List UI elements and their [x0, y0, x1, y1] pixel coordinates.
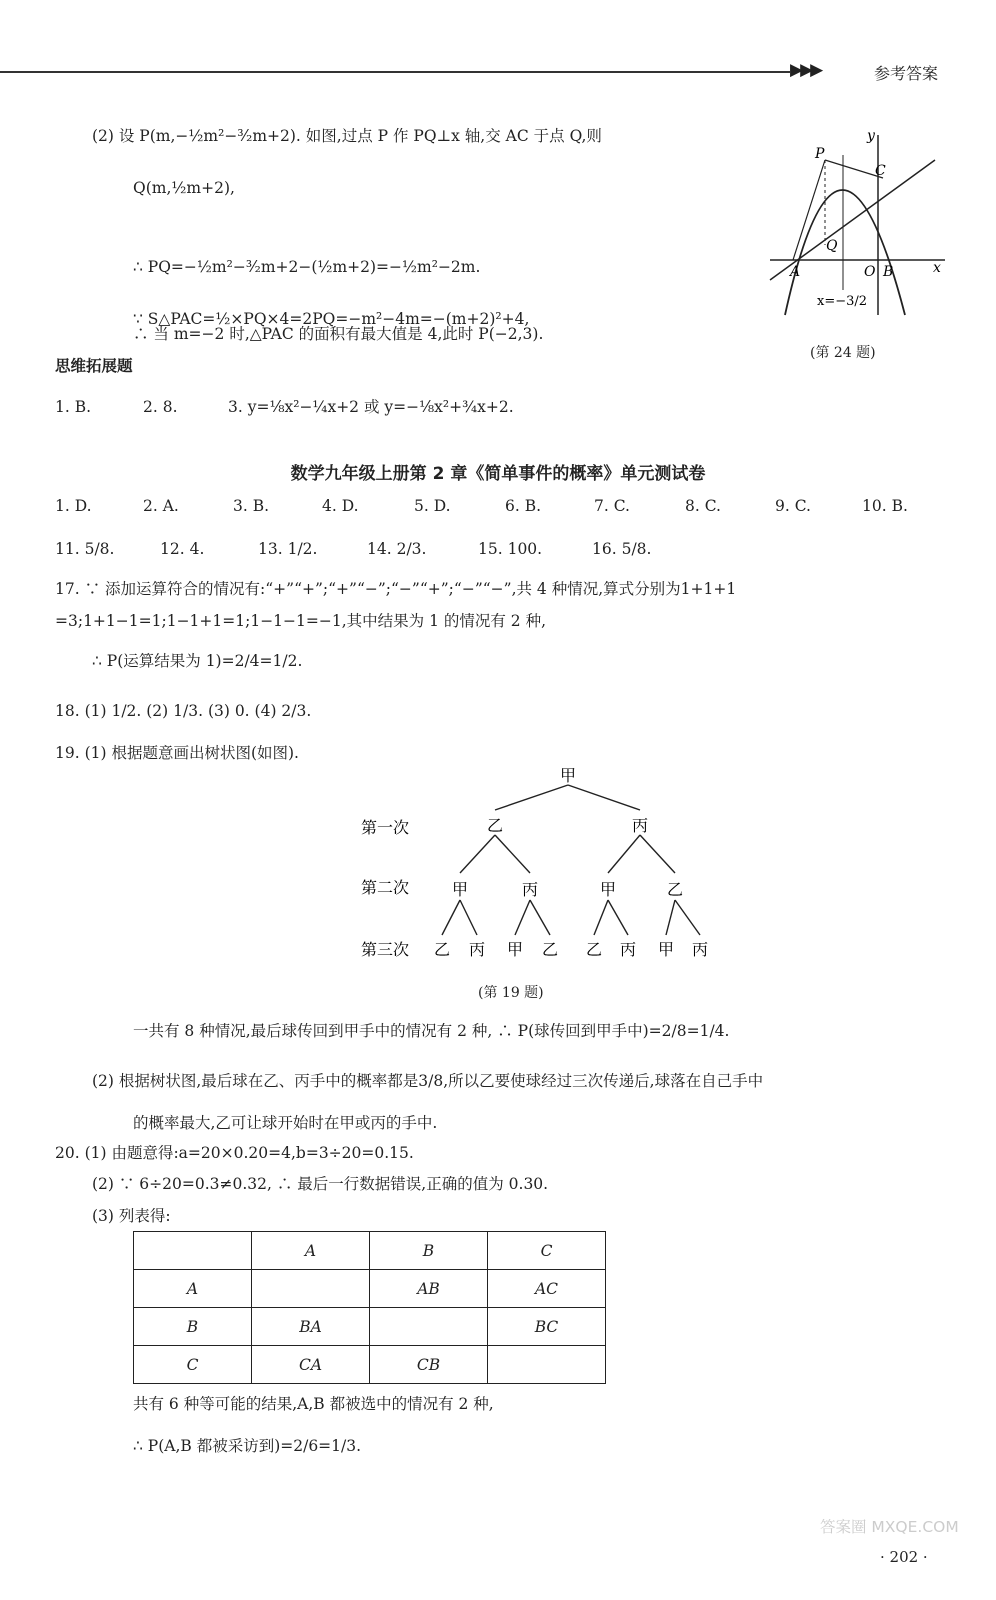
- q17-line3: ∴ P(运算结果为 1)=2/4=1/2.: [92, 652, 303, 670]
- extension-answer-2: 2. 8.: [143, 398, 178, 416]
- table-cell: AB: [370, 1270, 488, 1308]
- edge: [460, 900, 477, 935]
- tree-node-l3: 丙: [619, 940, 637, 959]
- tree-root: 甲: [559, 766, 577, 785]
- tree-node-l3: 甲: [506, 940, 524, 959]
- q19-line2: 一共有 8 种情况,最后球传回到甲手中的情况有 2 种, ∴ P(球传回到甲手中)=2/8=1/4.: [133, 1022, 730, 1040]
- fill-13: 13. 1/2.: [258, 540, 318, 558]
- header-title: 参考答案: [874, 64, 939, 83]
- label-b: B: [883, 264, 894, 280]
- q19-tree-caption: (第 19 题): [478, 985, 544, 1001]
- mc-2: 2. A.: [143, 497, 179, 515]
- label-x: x: [933, 260, 941, 276]
- table-cell: B: [370, 1232, 488, 1270]
- edge: [515, 900, 530, 935]
- unit-test-title: 数学九年级上册第 2 章《简单事件的概率》单元测试卷: [290, 464, 706, 484]
- edge: [460, 835, 495, 873]
- edge: [608, 900, 628, 935]
- fill-15: 15. 100.: [478, 540, 543, 558]
- mc-10: 10. B.: [862, 497, 908, 515]
- table-cell: A: [252, 1232, 370, 1270]
- fill-11: 11. 5/8.: [55, 540, 115, 558]
- edge: [442, 900, 460, 935]
- table-cell: [488, 1346, 606, 1384]
- tree-level-label-1: 第一次: [360, 818, 410, 837]
- extension-answer-1: 1. B.: [55, 398, 92, 416]
- edge: [495, 835, 530, 873]
- q19-tree: [350, 765, 730, 975]
- q24-line4: ∵ S△PAC=½×PQ×4=2PQ=−m²−4m=−(m+2)²+4,: [133, 310, 530, 328]
- watermark: 答案圈 MXQE.COM: [820, 1518, 959, 1536]
- q24-line2: Q(m,½m+2),: [133, 179, 235, 197]
- edge: [530, 900, 550, 935]
- edge: [640, 835, 675, 873]
- q18: 18. (1) 1/2. (2) 1/3. (3) 0. (4) 2/3.: [55, 702, 312, 720]
- fill-14: 14. 2/3.: [367, 540, 427, 558]
- label-a: A: [790, 264, 801, 280]
- tree-node-l2: 丙: [521, 880, 539, 899]
- table-cell: CA: [252, 1346, 370, 1384]
- tree-node-l3: 甲: [657, 940, 675, 959]
- table-row: [134, 1308, 606, 1346]
- label-p: P: [815, 146, 825, 162]
- label-o: O: [864, 264, 876, 280]
- tree-node-l2: 甲: [451, 880, 469, 899]
- tree-level-label-3: 第三次: [360, 940, 410, 959]
- header-rule: [0, 71, 790, 73]
- table-cell: A: [134, 1270, 252, 1308]
- label-q: Q: [826, 238, 838, 254]
- mc-3: 3. B.: [233, 497, 270, 515]
- header-arrows: ▶▶▶: [790, 60, 821, 80]
- tree-node-l3: 乙: [541, 940, 559, 959]
- tree-node-l1: 丙: [631, 816, 649, 835]
- edge: [608, 835, 640, 873]
- q24-line5: ∴ 当 m=−2 时,△PAC 的面积有最大值是 4,此时 P(−2,3).: [133, 325, 544, 343]
- tree-node-l2: 乙: [666, 880, 684, 899]
- tree-node-l3: 乙: [433, 940, 451, 959]
- q20-table: [133, 1231, 606, 1384]
- q17-line1: 17. ∵ 添加运算符合的情况有:“+”“+”;“+”“−”;“−”“+”;“−”“−”,共 4 种情况,算式分别为1+1+1: [55, 580, 737, 598]
- fill-12: 12. 4.: [160, 540, 205, 558]
- label-y: y: [867, 128, 875, 144]
- q24-line1: (2) 设 P(m,−½m²−³⁄₂m+2). 如图,过点 P 作 PQ⊥x 轴,交 AC 于点 Q,则: [92, 127, 602, 145]
- q20-line5: ∴ P(A,B 都被采访到)=2/6=1/3.: [133, 1437, 362, 1455]
- extension-answer-3: 3. y=⅛x²−¼x+2 或 y=−⅛x²+¾x+2.: [228, 398, 514, 416]
- edge: [495, 785, 568, 810]
- q24-figure: [765, 120, 955, 320]
- table-cell: CB: [370, 1346, 488, 1384]
- q20-line4: 共有 6 种等可能的结果,A,B 都被选中的情况有 2 种,: [133, 1395, 494, 1413]
- table-row: [134, 1232, 606, 1270]
- line-ac: [770, 160, 935, 280]
- q19-line4: 的概率最大,乙可让球开始时在甲或丙的手中.: [133, 1114, 438, 1132]
- table-cell: C: [488, 1232, 606, 1270]
- extension-heading: 思维拓展题: [55, 357, 133, 375]
- mc-5: 5. D.: [414, 497, 451, 515]
- mc-9: 9. C.: [775, 497, 811, 515]
- tree-node-l2: 甲: [599, 880, 617, 899]
- table-cell: BC: [488, 1308, 606, 1346]
- q17-line2: =3;1+1−1=1;1−1+1=1;1−1−1=−1,其中结果为 1 的情况有 2 种,: [55, 612, 547, 630]
- table-cell: BA: [252, 1308, 370, 1346]
- mc-7: 7. C.: [594, 497, 630, 515]
- table-row: [134, 1346, 606, 1384]
- page-number: · 202 ·: [880, 1548, 928, 1566]
- mc-8: 8. C.: [685, 497, 721, 515]
- q24-line3: ∴ PQ=−½m²−³⁄₂m+2−(½m+2)=−½m²−2m.: [133, 258, 481, 276]
- table-row: [134, 1270, 606, 1308]
- tree-node-l3: 丙: [691, 940, 709, 959]
- segment-pa: [793, 160, 825, 260]
- table-cell: C: [134, 1346, 252, 1384]
- q19-line1: 19. (1) 根据题意画出树状图(如图).: [55, 744, 299, 762]
- tree-level-label-2: 第二次: [360, 878, 410, 897]
- q20-line1: 20. (1) 由题意得:a=20×0.20=4,b=3÷20=0.15.: [55, 1144, 414, 1162]
- label-axis: x=−3/2: [817, 294, 868, 309]
- fill-16: 16. 5/8.: [592, 540, 652, 558]
- mc-6: 6. B.: [505, 497, 542, 515]
- tree-node-l1: 乙: [486, 816, 504, 835]
- table-cell: [134, 1232, 252, 1270]
- edge: [568, 785, 640, 810]
- table-cell: B: [134, 1308, 252, 1346]
- mc-1: 1. D.: [55, 497, 92, 515]
- edge: [666, 900, 675, 935]
- q24-figure-caption: (第 24 题): [810, 345, 876, 361]
- edge: [594, 900, 608, 935]
- tree-node-l3: 丙: [468, 940, 486, 959]
- mc-4: 4. D.: [322, 497, 359, 515]
- q19-line3: (2) 根据树状图,最后球在乙、丙手中的概率都是3/8,所以乙要使球经过三次传递后,球落在自己手中: [92, 1072, 764, 1090]
- table-cell: [252, 1270, 370, 1308]
- label-c: C: [875, 163, 886, 179]
- edge: [675, 900, 700, 935]
- table-cell: AC: [488, 1270, 606, 1308]
- q20-line3: (3) 列表得:: [92, 1207, 171, 1225]
- q20-line2: (2) ∵ 6÷20=0.3≠0.32, ∴ 最后一行数据错误,正确的值为 0.30.: [92, 1175, 549, 1193]
- tree-node-l3: 乙: [585, 940, 603, 959]
- table-cell: [370, 1308, 488, 1346]
